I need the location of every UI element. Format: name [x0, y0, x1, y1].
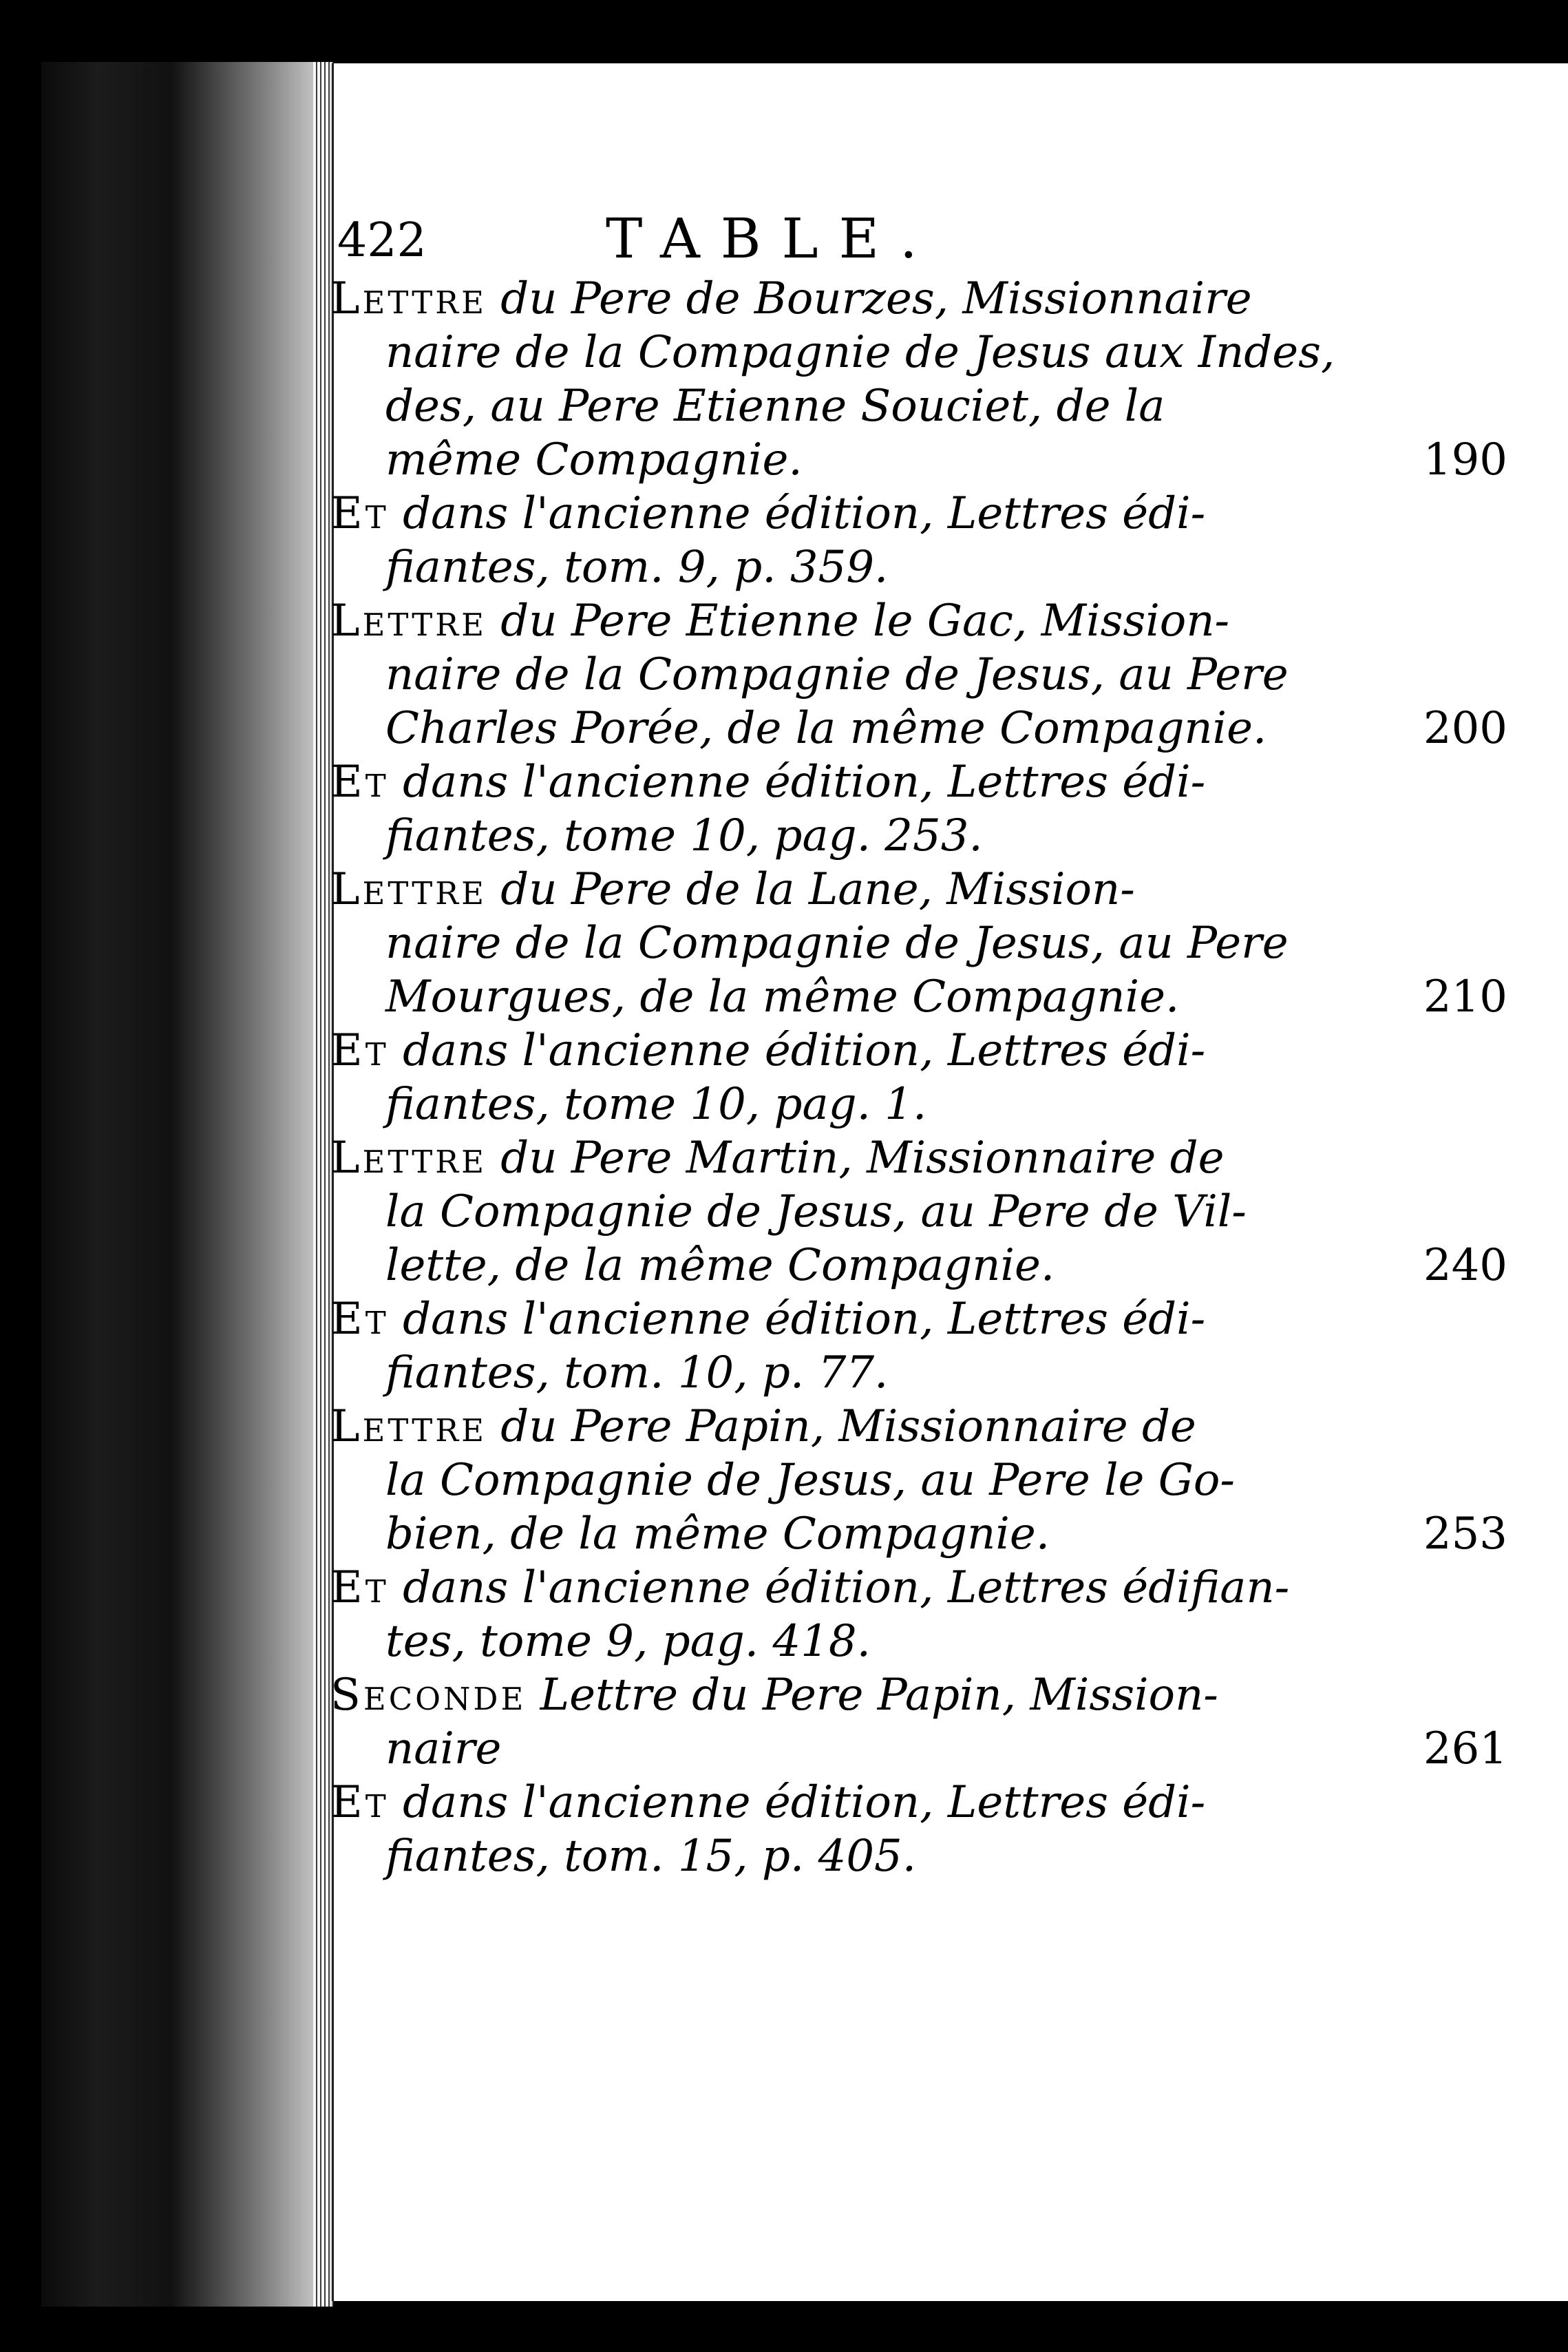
toc-entry-line: [330, 1507, 1507, 1561]
toc-entry-text: dans l'ancienne édition, Lettres édifian-: [403, 1562, 1290, 1613]
toc-page-number: 261: [1423, 1723, 1507, 1774]
toc-entry-line: [330, 916, 1507, 970]
toc-entry-line: [330, 1346, 1507, 1400]
toc-entry-line: [330, 326, 1507, 379]
toc-entry-text: fiantes, tom. 15, p. 405.: [385, 1831, 917, 1882]
toc-entry-text: dans l'ancienne édition, Lettres édi-: [403, 1025, 1206, 1076]
toc-entry-lead: Et: [330, 1777, 389, 1828]
toc-entry-line: [330, 379, 1507, 433]
toc-entry-lead: Lettre: [330, 1401, 487, 1452]
toc-entry: [330, 1131, 1507, 1292]
toc-entry-text: la Compagnie de Jesus, au Pere de Vil-: [385, 1186, 1247, 1237]
toc-entry-text: la Compagnie de Jesus, au Pere le Go-: [385, 1455, 1236, 1506]
toc-entry-lead: Et: [330, 757, 389, 808]
toc-entry-line: [330, 487, 1507, 540]
toc-entry-text: naire de la Compagnie de Jesus, au Pere: [385, 918, 1289, 969]
toc-page-number: 190: [1423, 434, 1507, 485]
book-spine-shadow: [41, 62, 332, 2307]
page-header: [337, 207, 1232, 282]
toc-entry-line: [330, 1292, 1507, 1346]
toc-entry-line: [330, 702, 1507, 755]
toc-page-number: 253: [1423, 1509, 1507, 1560]
toc-entry-text: des, au Pere Etienne Souciet, de la: [385, 381, 1165, 432]
toc-entry-text: dans l'ancienne édition, Lettres édi-: [403, 488, 1206, 539]
toc-entry-text: naire: [385, 1723, 502, 1774]
toc-entry: [330, 1024, 1507, 1131]
toc-entry-lead: Et: [330, 1294, 389, 1345]
toc-entry-text: Mourgues, de la même Compagnie.: [385, 972, 1180, 1022]
toc-entry-text: du Pere Papin, Missionnaire de: [500, 1401, 1196, 1452]
toc-entry: [330, 1400, 1507, 1561]
toc-entry-line: [330, 1400, 1507, 1453]
toc-entry-text: lette, de la même Compagnie.: [385, 1240, 1055, 1291]
toc-entry-lead: Lettre: [330, 596, 487, 647]
running-title: TABLE.: [606, 207, 938, 271]
toc-entry-lead: Lettre: [330, 1133, 487, 1184]
toc-entry-line: [330, 755, 1507, 809]
toc-page-number: 210: [1423, 972, 1507, 1022]
toc-entry: [330, 863, 1507, 1024]
toc-entry-line: [330, 1561, 1507, 1615]
toc-entry-text: naire de la Compagnie de Jesus aux Indes,: [385, 327, 1335, 378]
toc-entry: [330, 594, 1507, 755]
toc-entry-text: bien, de la même Compagnie.: [385, 1509, 1050, 1560]
toc-entry-text: fiantes, tom. 10, p. 77.: [385, 1347, 889, 1398]
toc-entry-line: [330, 594, 1507, 648]
toc-entry-text: du Pere de Bourzes, Missionnaire: [500, 273, 1252, 324]
toc-entry-text: Lettre du Pere Papin, Mission-: [540, 1670, 1218, 1721]
toc-entry: [330, 272, 1507, 487]
toc-entry-line: [330, 970, 1507, 1024]
toc-entry-line: [330, 1776, 1507, 1829]
toc-entry-line: [330, 1131, 1507, 1185]
toc-entry: [330, 1776, 1507, 1883]
toc-entry-lead: Et: [330, 488, 389, 539]
toc-entry: [330, 1561, 1507, 1668]
toc-entry-line: [330, 540, 1507, 594]
toc-entry-line: [330, 809, 1507, 863]
toc-entry-line: [330, 1024, 1507, 1078]
toc-entry-lead: Lettre: [330, 864, 487, 915]
toc-entry-text: du Pere de la Lane, Mission-: [500, 864, 1135, 915]
toc-entry-text: du Pere Martin, Missionnaire de: [500, 1133, 1225, 1184]
toc-entry: [330, 1292, 1507, 1400]
table-of-contents: [330, 272, 1507, 1883]
toc-entry-line: [330, 1185, 1507, 1239]
toc-entry-line: [330, 1615, 1507, 1668]
toc-entry-line: [330, 1453, 1507, 1507]
toc-entry-text: dans l'ancienne édition, Lettres édi-: [403, 1294, 1206, 1345]
toc-entry-line: [330, 1078, 1507, 1131]
toc-entry-line: [330, 1722, 1507, 1776]
toc-entry: [330, 1668, 1507, 1776]
toc-entry-text: fiantes, tome 10, pag. 253.: [385, 810, 983, 861]
toc-entry-line: [330, 1239, 1507, 1292]
toc-entry-text: fiantes, tome 10, pag. 1.: [385, 1079, 927, 1130]
toc-entry-text: naire de la Compagnie de Jesus, au Pere: [385, 649, 1289, 700]
toc-entry-text: Charles Porée, de la même Compagnie.: [385, 703, 1267, 754]
toc-entry-text: tes, tome 9, pag. 418.: [385, 1616, 871, 1667]
toc-entry-text: même Compagnie.: [385, 434, 803, 485]
page-number: 422: [337, 213, 427, 268]
toc-entry-lead: Seconde: [330, 1670, 527, 1721]
toc-entry-line: [330, 272, 1507, 326]
toc-entry-lead: Lettre: [330, 273, 487, 324]
toc-entry: [330, 487, 1507, 594]
toc-entry-line: [330, 863, 1507, 916]
toc-entry: [330, 755, 1507, 863]
toc-entry-lead: Et: [330, 1025, 389, 1076]
toc-page-number: 200: [1423, 703, 1507, 754]
toc-entry-lead: Et: [330, 1562, 389, 1613]
toc-page-number: 240: [1423, 1240, 1507, 1291]
toc-entry-line: [330, 648, 1507, 702]
toc-entry-text: fiantes, tom. 9, p. 359.: [385, 542, 889, 593]
toc-entry-line: [330, 1829, 1507, 1883]
toc-entry-line: [330, 1668, 1507, 1722]
toc-entry-line: [330, 433, 1507, 487]
toc-entry-text: du Pere Etienne le Gac, Mission-: [500, 596, 1230, 647]
toc-entry-text: dans l'ancienne édition, Lettres édi-: [403, 1777, 1206, 1828]
toc-entry-text: dans l'ancienne édition, Lettres édi-: [403, 757, 1206, 808]
